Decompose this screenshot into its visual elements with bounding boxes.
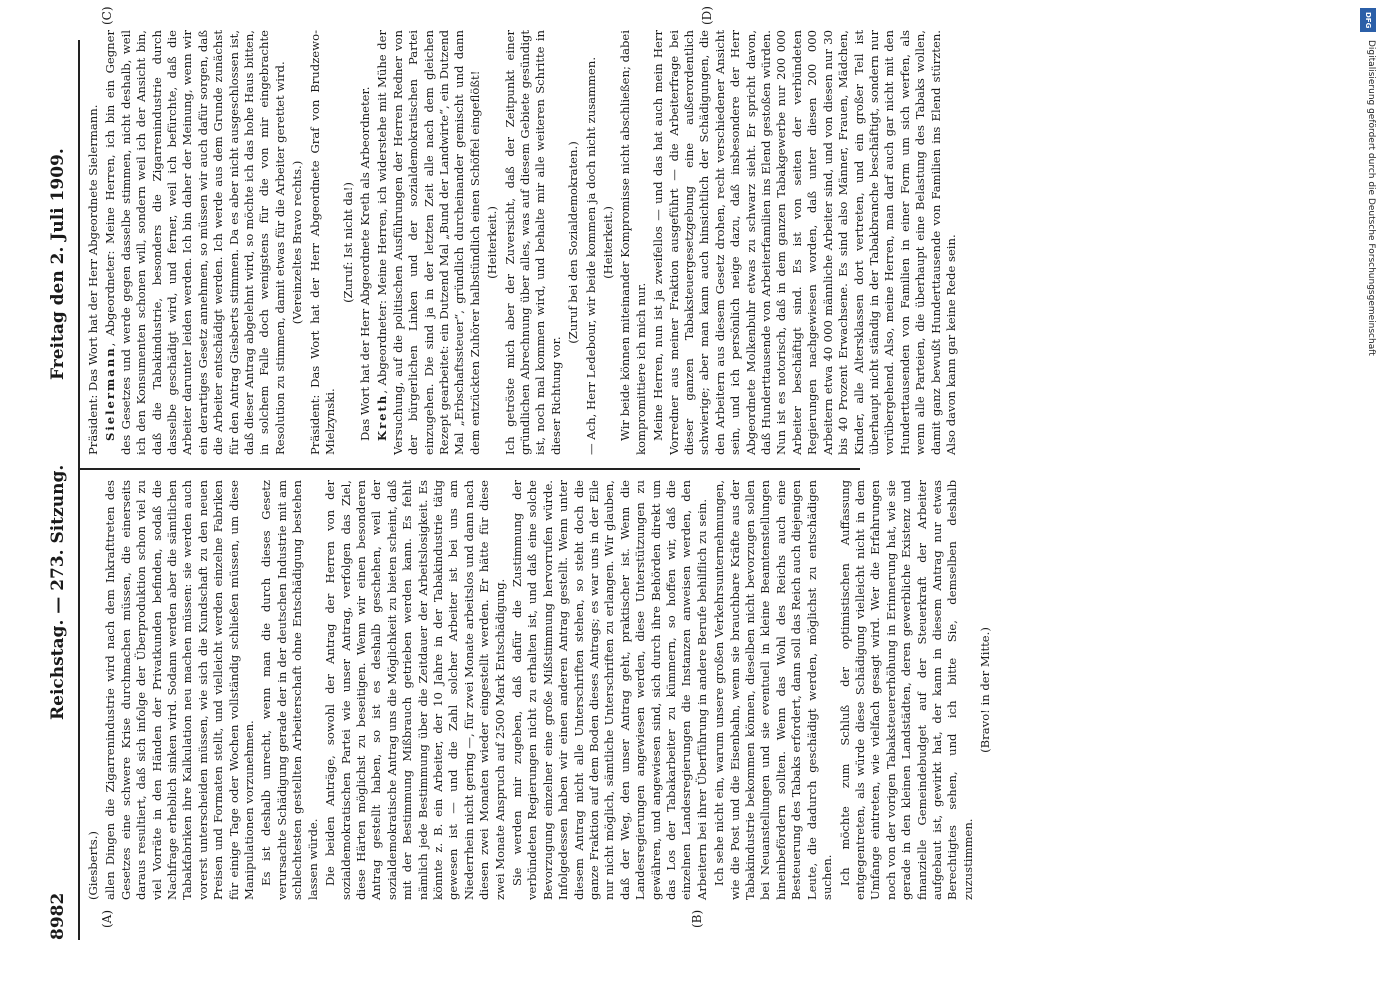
speaker-ref: (Giesberts.): [86, 831, 100, 900]
margin-mark-c: (C): [100, 6, 114, 25]
page-title: Reichstag. — 273. Sitzung.: [48, 464, 68, 720]
digitization-note: Digitalisierung gefördert durch die Deutsche Forschungsgemeinschaft: [1366, 40, 1376, 356]
speech-text: Meine Herren, nun ist ja zweifellos — und das hat auch mein Herr Vorredner aus meiner Fraktion ausgeführt — die Arbeiterfrage bei dieser ganzen Tabaksteuergesetzgebung eine außerordentlich schwierige; aber man kann auch hinsichtlich der Schädigungen, die den Arbeitern aus diesem Gesetz drohen, recht verschiedener Ansicht sein, und ich persönlich neige dazu, daß insbesondere der Herr Abgeordnete Molkenbuhr etwas zu schwarz sieht. Er spricht davon, daß Hunderttausende von Arbeiterfamilien ins Elend gestoßen würden. Nun ist es notorisch, daß in dem ganzen Tabakgewerbe nur 200 000 Arbeiter beschäftigt sind. Es ist von seiten der verbündeten Regierungen nachgewiesen worden, daß unter diesen 200 000 Arbeitern etwa 40 000 männliche Arbeiter sind, und von diesen nur 30 bis 40 Prozent Erwachsene. Es sind also Männer, Frauen, Mädchen, Kinder, alle Altersklassen dort vertreten, und ein großer Teil ist überhaupt nicht ständig in der Tabakbranche beschäftigt, sondern nur vorübergehend. Also, meine Herren, man darf auch gar nicht mit den Hunderttausenden von Familien in einer Form um sich werfen, als wenn alle Parteien, die überhaupt eine Belastung des Tabaks wollen, damit ganz bewußt Hunderttausende von Familien ins Elend stürzten. Also davon kann gar keine Rede sein.: [651, 30, 958, 455]
margin-mark-a: (A): [100, 909, 114, 928]
speech-text: Wir beide können miteinander Kompromisse nicht abschließen; dabei kompromittiere ich mich nur.: [618, 30, 648, 455]
speaker-name: Sielermann: [103, 346, 118, 441]
reaction-note: (Heiterkeit.): [601, 206, 615, 279]
dfg-logo: DFG: [1360, 8, 1376, 32]
president-statement: Präsident: Das Wort hat der Herr Abgeordnete Graf von Brudzewo-Mielzynski.: [307, 30, 338, 455]
paragraph: Sie werden mir zugeben, daß dafür die Zustimmung der verbündeten Regierungen nicht zu erhalten ist, und daß eine solche Bevorzugung einzelner eine große Mißstimmung hervorrufen würde. Infolgedessen haben wir einen anderen Antrag gestellt. Wenn unter diesem Antrag nicht alle Unterschriften stehen, so steht doch die ganze Fraktion auf dem Boden dieses Antrags; es war uns in der Eile nur nicht möglich, sämtliche Unterschriften zu erlangen. Wir glauben, daß der Weg, den unser Antrag geht, praktischer ist. Wenn die Landesregierungen angewiesen werden, diese Unterstützungen zu gewähren, und angewiesen sind, sich durch ihre Behörden direkt um das Los der Tabakarbeiter zu kümmern, so hoffen wir, daß die einzelnen Landesregierungen die Instanzen anweisen werden, den Arbeitern bei ihrer Überführung in andere Berufe behilflich zu sein.: [509, 480, 709, 900]
interjection: (Zuruf bei den Sozialdemokraten.): [566, 141, 581, 344]
margin-mark-d: (D): [700, 6, 714, 25]
interjection: (Zuruf: Ist nicht da!): [340, 182, 355, 303]
president-statement: Das Wort hat der Herr Abgeordnete Kreth als Arbeordneter.: [357, 86, 372, 441]
margin-mark-b: (B): [690, 909, 704, 928]
right-column: [86, 29, 958, 455]
left-column: [86, 480, 993, 900]
page-header: [40, 40, 80, 940]
page-number: 8982: [48, 892, 68, 940]
paragraph: Ich möchte zum Schluß der optimistischen Auffassung entgegentreten, als würde diese Schädigung vielleicht nicht in dem Umfange eintreten, wie vielfach gesagt wird. Wer die Erfahrungen noch von der vorigen Tabaksteuererhöhung in Erinnerung hat, wie sie gerade in den kleinen Landstädten, deren gewerbliche Existenz und finanzielle Gemeindebudget auf der Steuerkraft der Arbeiter aufgebaut ist, gewirkt hat, der kann in diesem Antrag nur etwas Berechtigtes sehen, und ich bitte Sie, demselben deshalb zuzustimmen.: [837, 480, 975, 900]
paragraph: Ich sehe nicht ein, warum unsere großen Verkehrsunternehmungen, wie die Post und die Eisenbahn, wenn sie brauchbare Kräfte aus der Tabakindustrie bekommen können, dieselben nicht bevorzugen sollen bei Neuanstellungen und sie eventuell in kleine Beamtenstellungen hineinbefördern sollten. Wenn das Wohl des Reichs auch eine Besteuerung des Tabaks erfordert, dann soll das Reich auch diejenigen Leute, die dadurch geschädigt werden, möglichst zu entschädigen suchen.: [712, 480, 835, 900]
speech-text: — Ach, Herr Ledebour, wir beide kommen ja doch nicht zusammen.: [583, 56, 598, 455]
reaction-note: (Vereinzeltes Bravo rechts.): [290, 160, 305, 325]
paragraph: allen Dingen die Zigarrenindustrie wird nach dem Inkrafttreten des Gesetzes eine schwere Krise durchmachen müssen, die einerseits daraus resultiert, daß sich infolge der Überproduktion schon viel zu viel Vorräte in den Händen der Privatkunden befinden, sodaß die Nachfrage erheblich sinken wird. Sodann werden aber die sämtlichen Tabakfabriken ihre Kalkulation neu machen müssen: sie werden auch vorerst unterscheiden müssen, wie sich die Kundschaft zu den neuen Preisen und Formaten stellt, und vielleicht werden einzelne Fabriken für einige Tage oder Wochen vollständig schließen müssen, um diese Manipulationen vorzunehmen.: [103, 480, 257, 900]
speech-text: Abgeordneter: Meine Herren, ich bin ein Gegner des Gesetzes und werde gegen dasselbe stimmen, nicht deshalb, weil ich den Konsumenten schonen will, sondern weil ich der Ansicht bin, daß die Tabakindustrie, besonders die Zigarrenindustrie durch dasselbe geschädigt wird, und ferner, weil ich befürchte, daß die Arbeiter darunter leiden werden. Ich bin daher der Meinung, wenn wir ein derartiges Gesetz annehmen, so müssen wir auch dafür sorgen, daß die Arbeiter entschädigt werden. Ich werde aus dem Grunde zunächst für den Antrag Giesberts stimmen. Da es aber nicht ausgeschlossen ist, daß dieser Antrag abgelehnt wird, so möchte ich das hohe Haus bitten, in solchem Falle doch wenigstens für die von mir eingebrachte Resolution zu stimmen, damit etwas für die Arbeiter gerettet wird.: [103, 29, 287, 455]
column-divider: [80, 468, 860, 470]
president-statement: Präsident: Das Wort hat der Herr Abgeordnete Sielermann.: [86, 104, 100, 455]
page-date: Freitag den 2. Juli 1909.: [48, 148, 68, 380]
speaker-name: Kreth: [375, 393, 390, 441]
paragraph: Die beiden Anträge, sowohl der Antrag der Herren von der sozialdemokratischen Partei wie unser Antrag, verfolgen das Ziel, diese Härten möglichst zu beseitigen. Wenn wir einen besonderen Antrag gestellt haben, so ist es deshalb geschehen, weil der sozialdemokratische Antrag uns die Möglichkeit zu bieten scheint, daß mit der Bestimmung Mißbrauch getrieben werden kann. Es fehlt nämlich jede Bestimmung über die Zeitdauer der Arbeitslosigkeit. Es könnte z. B. ein Arbeiter, der 10 Jahre in der Tabakindustrie tätig gewesen ist — und die Zahl solcher Arbeiter ist bei uns am Niederrhein nicht gering —, für zwei Monate arbeitslos und dann nach diesen zwei Monaten wieder eingestellt werden. Er hätte für diese zwei Monate Anspruch auf 2500 Mark Entschädigung.: [323, 480, 507, 900]
applause-note: (Bravo! in der Mitte.): [978, 627, 993, 753]
speech-paragraph: Sielermann, Abgeordneter: Meine Herren, ich bin ein Gegner des Gesetzes und werde gegen dasselbe stimmen, nicht deshalb, weil ich den Konsumenten schonen will, sondern weil ich der Ansicht bin, daß die Tabakindustrie, besonders die Zigarrenindustrie durch dasselbe geschädigt wird, und ferner, weil ich befürchte, daß die Arbeiter darunter leiden werden. Ich bin daher der Meinung, wenn wir ein derartiges Gesetz annehmen, so müssen wir auch dafür sorgen, daß die Arbeiter entschädigt werden. Ich werde aus dem Grunde zunächst für den Antrag Giesberts stimmen. Da es aber nicht ausgeschlossen ist, daß dieser Antrag abgelehnt wird, so möchte ich das hohe Haus bitten, in solchem Falle doch wenigstens für die von mir eingebrachte Resolution zu stimmen, damit etwas für die Arbeiter gerettet wird.: [103, 29, 287, 455]
speech-text: Abgeordneter: Meine Herren, ich widerstehe mit Mühe der Versuchung, auf die politischen Ausführungen der Herren Redner von der bürgerlichen Linken und der sozialdemokratischen Partei einzugehen. Die sind ja in der letzten Zeit alle nach dem gleichen Rezept gearbeitet: ein Dutzend Mal „Bund der Landwirte“, ein Dutzend Mal „Erbschaftssteuer“, gründlich durcheinander gemischt und dann dem entzückten Zuhörer halbstündlich einen Schöffel eingeflößt!: [375, 30, 482, 455]
speech-paragraph: Kreth, Abgeordneter: Meine Herren, ich widerstehe mit Mühe der Versuchung, auf die politischen Ausführungen der Herren Redner von der bürgerlichen Linken und der sozialdemokratischen Partei einzugehen. Die sind ja in der letzten Zeit alle nach dem gleichen Rezept gearbeitet: ein Dutzend Mal „Bund der Landwirte“, ein Dutzend Mal „Erbschaftssteuer“, gründlich durcheinander gemischt und dann dem entzückten Zuhörer halbstündlich einen Schöffel eingeflößt!: [375, 30, 482, 455]
reaction-note: (Heiterkeit.): [485, 206, 500, 279]
paragraph: Es ist deshalb unrecht, wenn man die durch dieses Gesetz verursachte Schädigung gerade der in der deutschen Industrie mit am schlechtesten gestellten Arbeiterschaft ohne Entschädigung bestehen lassen würde.: [259, 480, 320, 900]
speech-text: Ich getröste mich aber der Zuversicht, daß der Zeitpunkt einer gründlichen Abrechnung über alles, was auf diesem Gebiete gesündigt ist, noch mal kommen wird, und behalte mir alle weiteren Schritte in dieser Richtung vor.: [502, 30, 563, 455]
